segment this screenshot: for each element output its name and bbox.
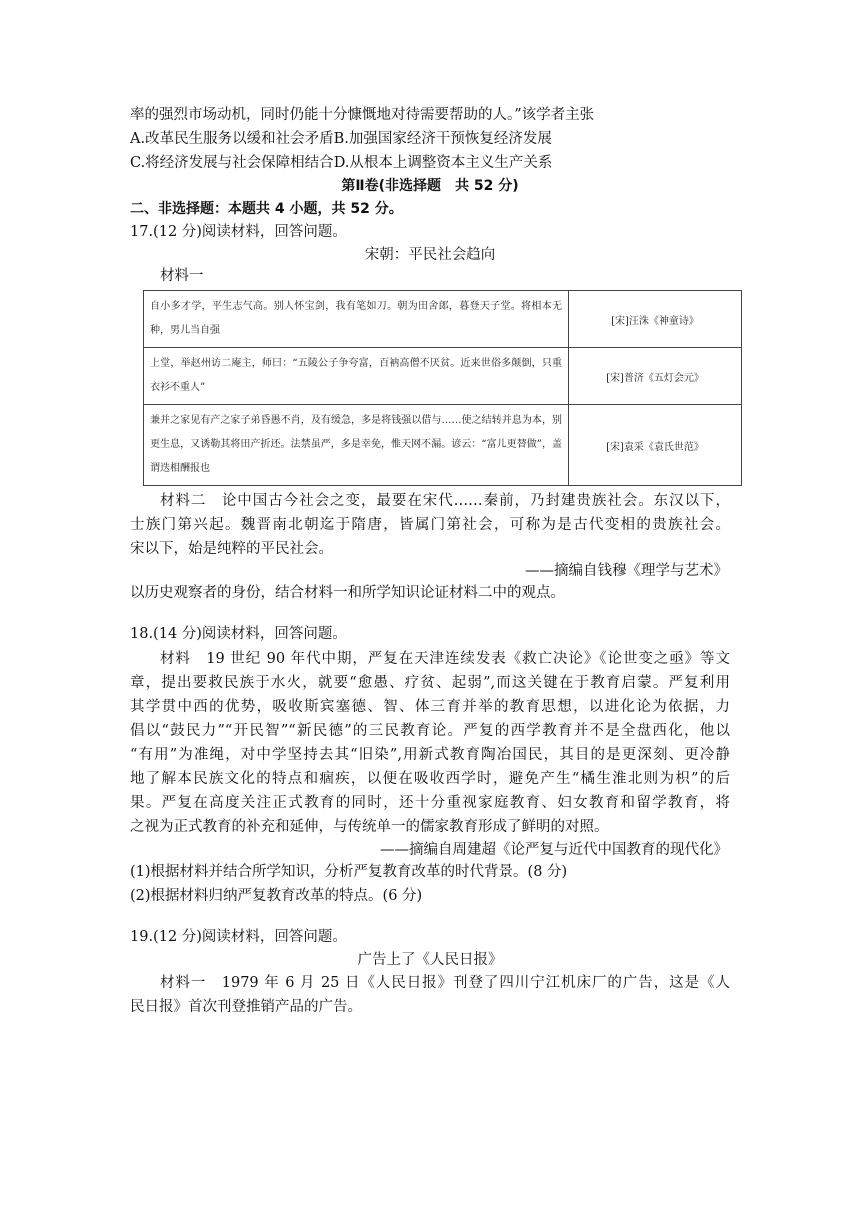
q18-material-line: 材料 19 世纪 90 年代中期，严复在天津连续发表《救亡决论》《论世变之亟》等文 — [160, 651, 730, 667]
q19-header: 19.(12 分)阅读材料，回答问题。 — [130, 929, 347, 945]
table-cell-source: [宋]汪洙《神童诗》 — [569, 291, 742, 348]
part-title: 二、非选择题：本题共 4 小题，共 52 分。 — [130, 201, 403, 217]
q17-material2-source: ——摘编自钱穆《理学与艺术》 — [525, 563, 728, 579]
q19-material1-line: 民日报》首次刊登推销产品的广告。 — [130, 999, 362, 1015]
q18-material-line: 章，提出要救民族于水火，就要“愈愚、疗贫、起弱”,而这关键在于教育启蒙。严复利用 — [130, 675, 730, 691]
q19-title: 广告上了《人民日报》 — [357, 952, 503, 968]
table-row — [144, 405, 742, 486]
table-cell-source: [宋]袁采《袁氏世范》 — [569, 405, 742, 486]
q18-header: 18.(14 分)阅读材料，回答问题。 — [130, 626, 347, 642]
q16-options-row-1 — [130, 127, 730, 151]
q16-option-a: A.改革民生服务以缓和社会矛盾 — [130, 131, 334, 147]
q17-material2-line: 材料二 论中国古今社会之变，最要在宋代……秦前，乃封建贵族社会。东汉以下， — [160, 493, 730, 509]
q18-material-line: “有用”为准绳，对中学坚持去其“旧染”,用新式教育陶冶国民，其目的是更深刻、更冷静 — [130, 747, 730, 763]
q18-material-line: 果。严复在高度关注正式教育的同时，还十分重视家庭教育、妇女教育和留学教育，将 — [130, 795, 730, 811]
q18-subquestion-1: (1)根据材料并结合所学知识，分析严复教育改革的时代背景。(8 分) — [130, 864, 568, 880]
volume-title: 第Ⅱ卷(非选择题 共 52 分) — [341, 178, 519, 194]
q19-material1-line: 材料一 1979 年 6 月 25 日《人民日报》刊登了四川宁江机床厂的广告，这是《人 — [160, 975, 730, 991]
q18-material-line: 之视为正式教育的补充和延伸，与传统单一的儒家教育形成了鲜明的对照。 — [130, 819, 609, 835]
table-cell-text: 兼并之家见有产之家子弟昏愚不肖，及有缓急，多是将钱强以借与……使之结转并息为本，别更生息，又诱勒其将田产折还。法禁虽严，多是幸免，惟天网不漏。谚云：“富儿更替做”，盖谓迭相酬报也 — [144, 405, 569, 486]
q18-material-line: 倡以“鼓民力”“开民智”“新民德”的三民教育论。严复的西学教育并不是全盘西化，他以 — [130, 723, 730, 739]
table-cell-source: [宋]普济《五灯会元》 — [569, 348, 742, 405]
q16-options-row-2 — [130, 151, 730, 175]
table-row — [144, 291, 742, 348]
q18-subquestion-2: (2)根据材料归纳严复教育改革的特点。(6 分) — [130, 888, 423, 904]
table-cell-text: 上堂，举赵州访二庵主，师曰：“五陵公子争夸富，百衲高僧不厌贫。近来世俗多颠倒，只重衣衫不重人” — [144, 348, 569, 405]
q17-source-table — [143, 290, 742, 486]
q17-header: 17.(12 分)阅读材料，回答问题。 — [130, 224, 347, 240]
q18-source: ——摘编自周建超《论严复与近代中国教育的现代化》 — [380, 842, 728, 858]
table-cell-text: 自小多才学，平生志气高。别人怀宝剑，我有笔如刀。朝为田舍郎，暮登天子堂。将相本无种，男儿当自强 — [144, 291, 569, 348]
q17-material2-line: 宋以下，始是纯粹的平民社会。 — [130, 541, 333, 557]
table-row — [144, 348, 742, 405]
q18-material-line: 其学贯中西的优势，吸收斯宾塞德、智、体三育并举的教育思想，以进化论为依据，力 — [130, 699, 730, 715]
q17-question: 以历史观察者的身份，结合材料一和所学知识论证材料二中的观点。 — [130, 585, 565, 601]
q16-stem-tail: 率的强烈市场动机，同时仍能十分慷慨地对待需要帮助的人。”该学者主张 — [130, 107, 595, 123]
q16-option-b: B.加强国家经济干预恢复经济发展 — [333, 131, 552, 147]
q16-option-d: D.从根本上调整资本主义生产关系 — [333, 155, 553, 171]
q18-material-line: 地了解本民族文化的特点和痼疾，以便在吸收西学时，避免产生“橘生淮北则为枳”的后 — [130, 771, 730, 787]
q17-title: 宋朝：平民社会趋向 — [364, 247, 496, 263]
q17-material2-line: 士族门第兴起。魏晋南北朝迄于隋唐，皆属门第社会，可称为是古代变相的贵族社会。 — [130, 517, 730, 533]
q17-material1-label: 材料一 — [160, 268, 204, 284]
q16-option-c: C.将经济发展与社会保障相结合 — [130, 155, 334, 171]
